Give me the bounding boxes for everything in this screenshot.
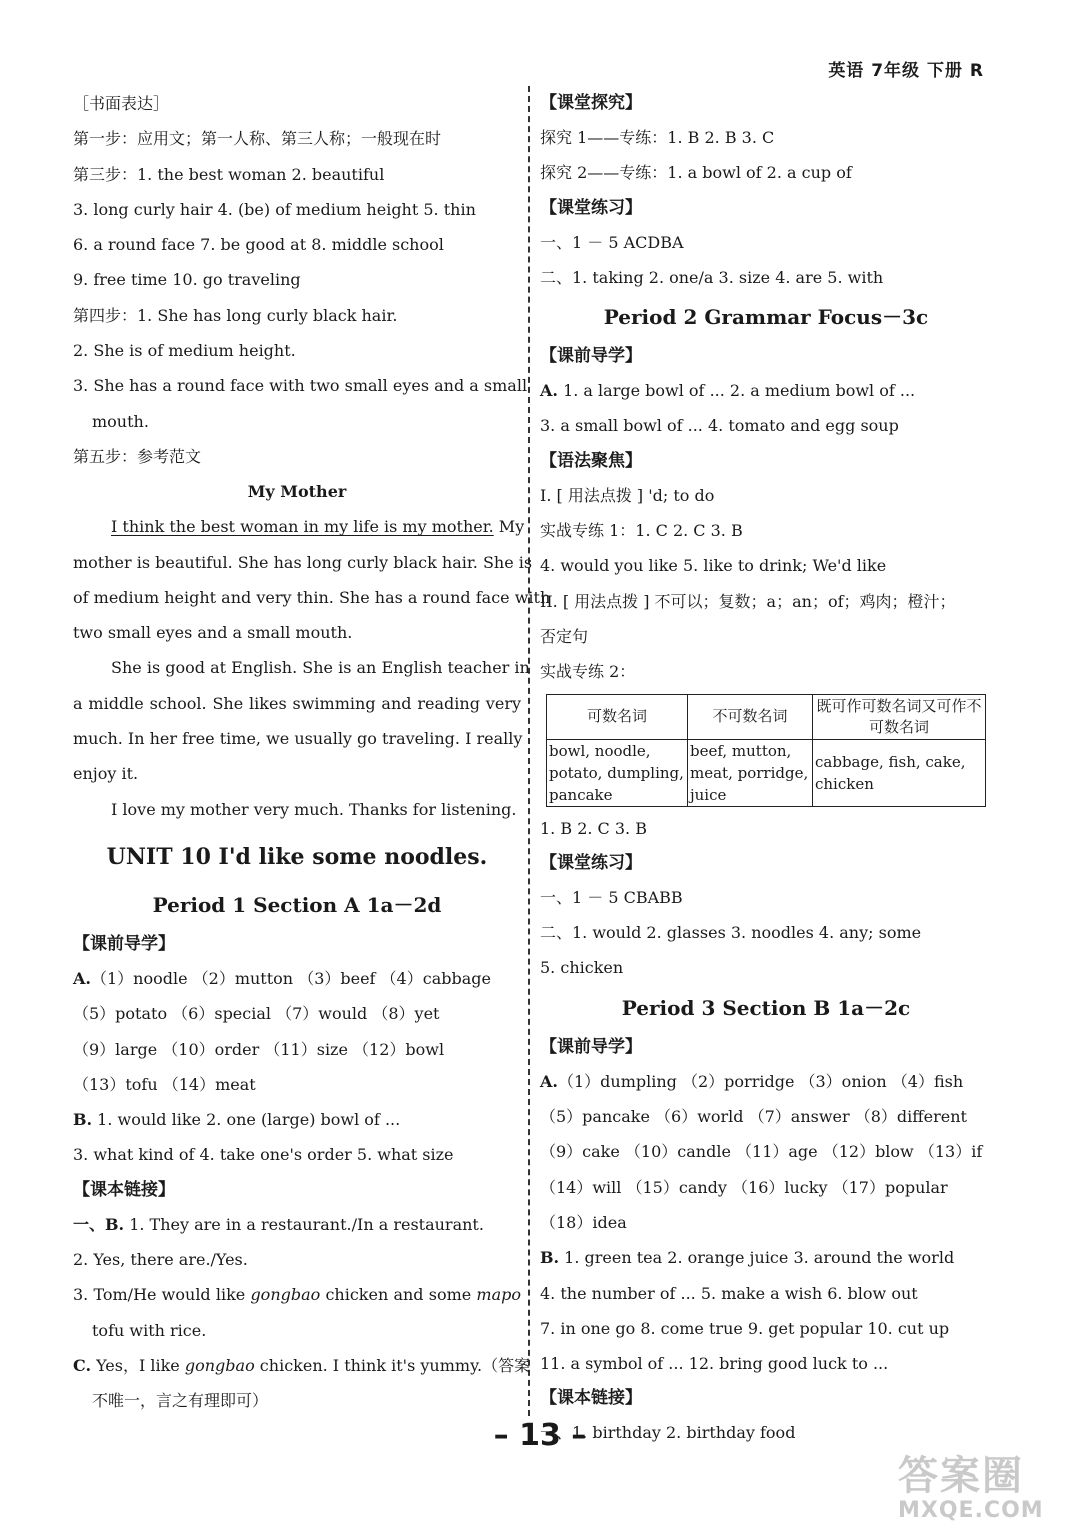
p3-b-label: B. xyxy=(540,1248,560,1268)
vocab-a1-text: （1）noodle （2）mutton （3）beef （4）cabbage xyxy=(90,968,491,988)
prestudy3-label: 【课前导学】 xyxy=(540,1036,642,1057)
watermark-chinese: 答案圈 xyxy=(898,1453,1024,1499)
p3-b1 xyxy=(540,1240,992,1275)
page-header: 英语 7年级 下册 R xyxy=(828,61,984,81)
prestudy-label: 【课前导学】 xyxy=(73,933,175,954)
textlink-2: 2. Yes, there are./Yes. xyxy=(73,1250,248,1270)
textlink-1-text: 1. They are in a restaurant./In a restaurant. xyxy=(124,1214,484,1234)
step5: 第五步：参考范文 xyxy=(73,446,202,466)
essay-line-8: enjoy it. xyxy=(73,764,139,784)
step3-b: 3. long curly hair 4. (be) of medium height 5. thin xyxy=(73,199,476,219)
essay-line-2: mother is beautiful. She has long curly black hair. She is xyxy=(73,552,533,572)
step4: 第四步：1. She has long curly black hair. xyxy=(73,305,398,325)
p2-a1-text: 1. a large bowl of ... 2. a medium bowl of ... xyxy=(557,381,916,401)
column-divider xyxy=(528,86,530,1416)
essay-title: My Mother xyxy=(247,482,347,502)
table-header: 可数名词 xyxy=(547,694,688,739)
practice-label: 【课堂练习】 xyxy=(540,197,642,218)
p2-practice-1: 一、1 － 5 CBABB xyxy=(540,887,683,907)
grammar-1: I. [ 用法点拨 ] 'd; to do xyxy=(540,485,715,505)
p3-a3: （9）cake （10）candle （11）age （12）blow （13）if xyxy=(540,1142,983,1162)
p3-a2: （5）pancake （6）world （7）answer （8）different xyxy=(540,1107,967,1127)
grammar-2: II. [ 用法点拨 ] 不可以；复数；a；an；of；鸡肉；橙汁； xyxy=(540,591,956,611)
step4-c2: mouth. xyxy=(92,411,149,431)
table-header: 既可作可数名词又可作不可数名词 xyxy=(813,694,986,739)
watermark-logo xyxy=(898,1454,1068,1526)
table-header-row xyxy=(547,694,986,739)
textlink-3-pre: 3. Tom/He would like xyxy=(73,1285,251,1305)
grammar-2-drill: 实战专练 2： xyxy=(540,662,636,682)
textlink-c-post: chicken. I think it's yummy.（答案 xyxy=(254,1355,531,1375)
step3: 第三步：1. the best woman 2. beautiful xyxy=(73,164,385,184)
textlink-c2: 不唯一，言之有理即可） xyxy=(92,1391,269,1411)
p3-textlink: 一、1. birthday 2. birthday food xyxy=(540,1423,796,1443)
table-header: 不可数名词 xyxy=(688,694,813,739)
vocab-a2: （5）potato （6）special （7）would （8）yet xyxy=(73,1004,440,1024)
textlink-1 xyxy=(73,1207,521,1242)
table-row xyxy=(547,739,986,806)
explore-label: 【课堂探究】 xyxy=(540,93,642,113)
textlink-3-italic-2: mapo xyxy=(476,1285,521,1305)
textlink-3 xyxy=(73,1277,521,1312)
textlink-3-mid: chicken and some xyxy=(320,1285,477,1305)
right-column xyxy=(540,86,992,1451)
unit-title: UNIT 10 I'd like some noodles. xyxy=(106,843,488,870)
textlink-1-label: 一、B. xyxy=(73,1214,125,1234)
phrases-b2: 3. what kind of 4. take one's order 5. what size xyxy=(73,1145,454,1165)
period2-title: Period 2 Grammar Focus－3c xyxy=(603,305,929,330)
essay-line-3: of medium height and very thin. She has a round face with xyxy=(73,587,551,607)
essay-line-4: two small eyes and a small mouth. xyxy=(73,623,353,643)
step3-c: 6. a round face 7. be good at 8. middle school xyxy=(73,235,444,255)
p3-b2: 4. the number of ... 5. make a wish 6. blow out xyxy=(540,1283,918,1303)
essay-line-5: She is good at English. She is an English teacher in xyxy=(111,658,530,678)
essay-line-7: much. In her free time, we usually go traveling. I really xyxy=(73,729,523,749)
p2-practice-2: 二、1. would 2. glasses 3. noodles 4. any; some xyxy=(540,923,922,943)
table-cell: beef, mutton, meat, porridge, juice xyxy=(688,739,813,806)
practice-2: 二、1. taking 2. one/a 3. size 4. are 5. with xyxy=(540,267,884,287)
p3-a-label: A. xyxy=(540,1071,558,1091)
textlink3-label: 【课本链接】 xyxy=(540,1388,642,1409)
textlink-c-label: C. xyxy=(73,1355,92,1375)
explore-1: 探究 1——专练：1. B 2. B 3. C xyxy=(540,128,775,147)
p3-b1-text: 1. green tea 2. orange juice 3. around the world xyxy=(559,1248,955,1268)
grammar-1-drill: 实战专练 1：1. C 2. C 3. B xyxy=(540,521,743,541)
step4-c1: 3. She has a round face with two small eyes and a small xyxy=(73,376,528,396)
vocab-a4: （13）tofu （14）meat xyxy=(73,1074,256,1094)
watermark-domain: MXQE.COM xyxy=(898,1498,1044,1523)
vocab-a3: （9）large （10）order （11）size （12）bowl xyxy=(73,1039,445,1059)
after-table: 1. B 2. C 3. B xyxy=(540,818,647,838)
textlink-c xyxy=(73,1348,531,1383)
grammar-2-b: 否定句 xyxy=(540,626,589,646)
writing-label: ［书面表达］ xyxy=(73,94,170,113)
noun-table xyxy=(546,694,986,807)
phrases-b1-text: 1. would like 2. one (large) bowl of ... xyxy=(92,1110,401,1130)
textlink-label: 【课本链接】 xyxy=(73,1179,175,1200)
grammar-label: 【语法聚焦】 xyxy=(540,450,642,471)
textlink-c-pre: Yes，I like xyxy=(91,1355,185,1375)
p3-a4: （14）will （15）candy （16）lucky （17）popular xyxy=(540,1177,948,1197)
period3-title: Period 3 Section B 1a－2c xyxy=(621,995,911,1020)
explore-2: 探究 2——专练：1. a bowl of 2. a cup of xyxy=(540,163,852,183)
step1: 第一步：应用文；第一人称、第三人称；一般现在时 xyxy=(73,129,442,149)
table-cell: bowl, noodle, potato, dumpling, pancake xyxy=(547,739,688,806)
p2-a1 xyxy=(540,373,992,408)
essay-line-6: a middle school. She likes swimming and reading very xyxy=(73,693,521,713)
phrases-b-label: B. xyxy=(73,1110,93,1130)
p3-a1-text: （1）dumpling （2）porridge （3）onion （4）fish xyxy=(557,1071,964,1091)
vocab-a1 xyxy=(73,961,521,996)
essay-line-1-rest: My xyxy=(493,517,525,537)
vocab-a-label: A. xyxy=(73,968,91,988)
p2-practice-3: 5. chicken xyxy=(540,958,624,978)
prestudy2-label: 【课前导学】 xyxy=(540,346,642,367)
p3-a1 xyxy=(540,1064,992,1099)
practice-1: 一、1 － 5 ACDBA xyxy=(540,232,684,252)
p3-b3: 7. in one go 8. come true 9. get popular 10. cut up xyxy=(540,1318,950,1338)
page-number: – 13 – xyxy=(493,1418,587,1453)
table-cell: cabbage, fish, cake, chicken xyxy=(813,739,986,806)
phrases-b1 xyxy=(73,1102,521,1137)
p2-a2: 3. a small bowl of ... 4. tomato and egg soup xyxy=(540,416,899,436)
period1-title: Period 1 Section A 1a－2d xyxy=(152,892,442,917)
p3-b4: 11. a symbol of ... 12. bring good luck to ... xyxy=(540,1354,889,1374)
essay-topic-sentence: I think the best woman in my life is my mother. xyxy=(111,517,494,537)
essay-line-9: I love my mother very much. Thanks for listening. xyxy=(111,799,517,819)
step3-d: 9. free time 10. go traveling xyxy=(73,270,301,290)
grammar-1-drill-b: 4. would you like 5. like to drink; We'd like xyxy=(540,556,887,576)
step4-b: 2. She is of medium height. xyxy=(73,341,296,361)
textlink-c-italic: gongbao xyxy=(184,1355,255,1375)
p2-a-label: A. xyxy=(540,381,558,401)
practice2-label: 【课堂练习】 xyxy=(540,852,642,873)
textlink-3-italic-1: gongbao xyxy=(250,1285,321,1305)
p3-a5: （18）idea xyxy=(540,1212,627,1232)
essay-line-1 xyxy=(73,509,525,544)
textlink-3b: tofu with rice. xyxy=(92,1320,207,1340)
left-column xyxy=(73,86,551,1419)
